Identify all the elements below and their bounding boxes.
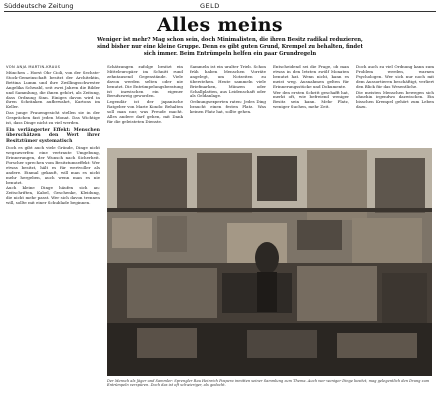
paragraph: Doch es gibt auch viele Gründe, Dinge nicht wegzuwerfen: eine vertraute Umgebung, Erinnerungen, der Wunsch nach Sicherheit. Forscher sprechen vom Besitztumseffekt: Wer etwas besitzt, hält es für wertvoller als andere. Einmal gekauft, will man es nicht mehr hergeben, auch wenn man es nie benutzt. — [6, 145, 100, 185]
article-column-2 — [107, 65, 183, 145]
paragraph: Entscheidend sei die Frage, ob man etwas in den letzten zwölf Monaten benutzt hat. Wenn nicht, kann es meist weg. Ausnahmen gelten für Erinnerungsstücke und Dokumente. — [273, 65, 349, 89]
byline: VON ANJA MARTIN-KRAUS — [6, 65, 61, 69]
newspaper-name: Süddeutsche Zeitung — [4, 2, 74, 10]
article-column-4 — [273, 65, 349, 145]
paragraph: Die meisten Menschen bewegen sich ohnehin irgendwo dazwischen. Ein bisschen Krempel gehört zum Leben dazu. — [356, 89, 434, 110]
masthead-rule — [4, 11, 436, 12]
paragraph: Das junge Frauengesicht stellen sie in der Gesprächen fast jeden Monat. Das Wichtige ist, dass Dinge nicht zu viel werden. — [6, 110, 100, 126]
paragraph: Legendär ist der japanische Ratgeber von Marie Kondo: Behalten soll man nur, was Freude macht. Alles andere darf gehen, mit Dank für die geleisteten Dienste. — [107, 99, 183, 124]
paragraph: Doch auch zu viel Ordnung kann zum Problem werden, warnen Psychologen. Wer sich nur noch mit dem Aussortieren beschäftigt, verliert den Blick für das Wesentliche. — [356, 65, 434, 89]
section-label: GELD — [200, 2, 220, 10]
paragraph: Sammeln ist ein uralter Trieb. Schon früh haben Menschen Vorräte angelegt, um Notzeiten zu überstehen. Heute sammeln viele Briefmarken, Münzen oder Schallplatten, aus Leidenschaft oder als Geldanlage. — [190, 65, 266, 99]
paragraph: Ordnungsexperten raten: Jedes Ding braucht einen festen Platz. Was keinen Platz hat, sollte gehen. — [190, 99, 266, 115]
paragraph: München – Horst Ohr Cioli, von der Sechste-Stock-Gemeinschaft besitzt der Architektin, Bettina Lumm und ihre Zwillingsschwester Angelika Schwabl, seit zwei Jahren die Bilder und Sammlung, die ihnen gehört, als Zeitung, dass Ordnung Sinn. Einiges davon wird in ihren Schränken aufbewahrt, Kartons im Keller. — [6, 71, 100, 110]
article-photo — [107, 148, 432, 376]
photo-caption: Der Mensch als Jäger und Sammler: Sprengler Rau Heinrich Pospera inmitten seiner Sammlung zum Thema. Auch wer weniger Dinge besitzt, mag gelegentlich den Drang zum Entrümpeln verspüren. Doch das ist oft schwieriger, als gedacht. — [107, 379, 430, 388]
paragraph: Auch kleine Dinge häufen sich an: Zeitschriften, Kabel, Geschenke, Kleidung, die nicht mehr passt. Wer sich davon trennen will, sollte mit einer Schublade beginnen. — [6, 185, 100, 206]
paragraph: Wer den ersten Schritt geschafft hat, merkt oft, wie befreiend weniger Besitz sein kann. Mehr Platz, weniger Suchen, mehr Zeit. — [273, 89, 349, 110]
deck: Weniger ist mehr? Mag schon sein, doch Minimalisten, die ihren Besitz radikal reduzieren, sind bisher nur eine kleine Gruppe. Denn es gibt guten Grund, Krempel zu behalten, findet sich immer. Beim Entrümpeln helfen ein paar Grundregeln — [97, 37, 363, 57]
paragraph: Schätzungen zufolge besitzt ein Mitteleuropäer im Schnitt rund zehntausend Gegenstände. Viele davon werden selten oder nie benutzt. Die Entrümpelungsberatung ist inzwischen ein eigener Berufszweig geworden. — [107, 65, 183, 99]
headline: Alles meins — [157, 14, 283, 36]
cluttered-room-illustration — [107, 148, 432, 376]
article-column-3 — [190, 65, 266, 145]
subheading: Ein verlängerter Effekt: Menschen überschätzen den Wert ihrer Besitztümer systematisch — [6, 127, 100, 144]
article-column-1 — [6, 71, 100, 396]
article-column-5 — [356, 65, 434, 145]
masthead — [4, 2, 436, 11]
